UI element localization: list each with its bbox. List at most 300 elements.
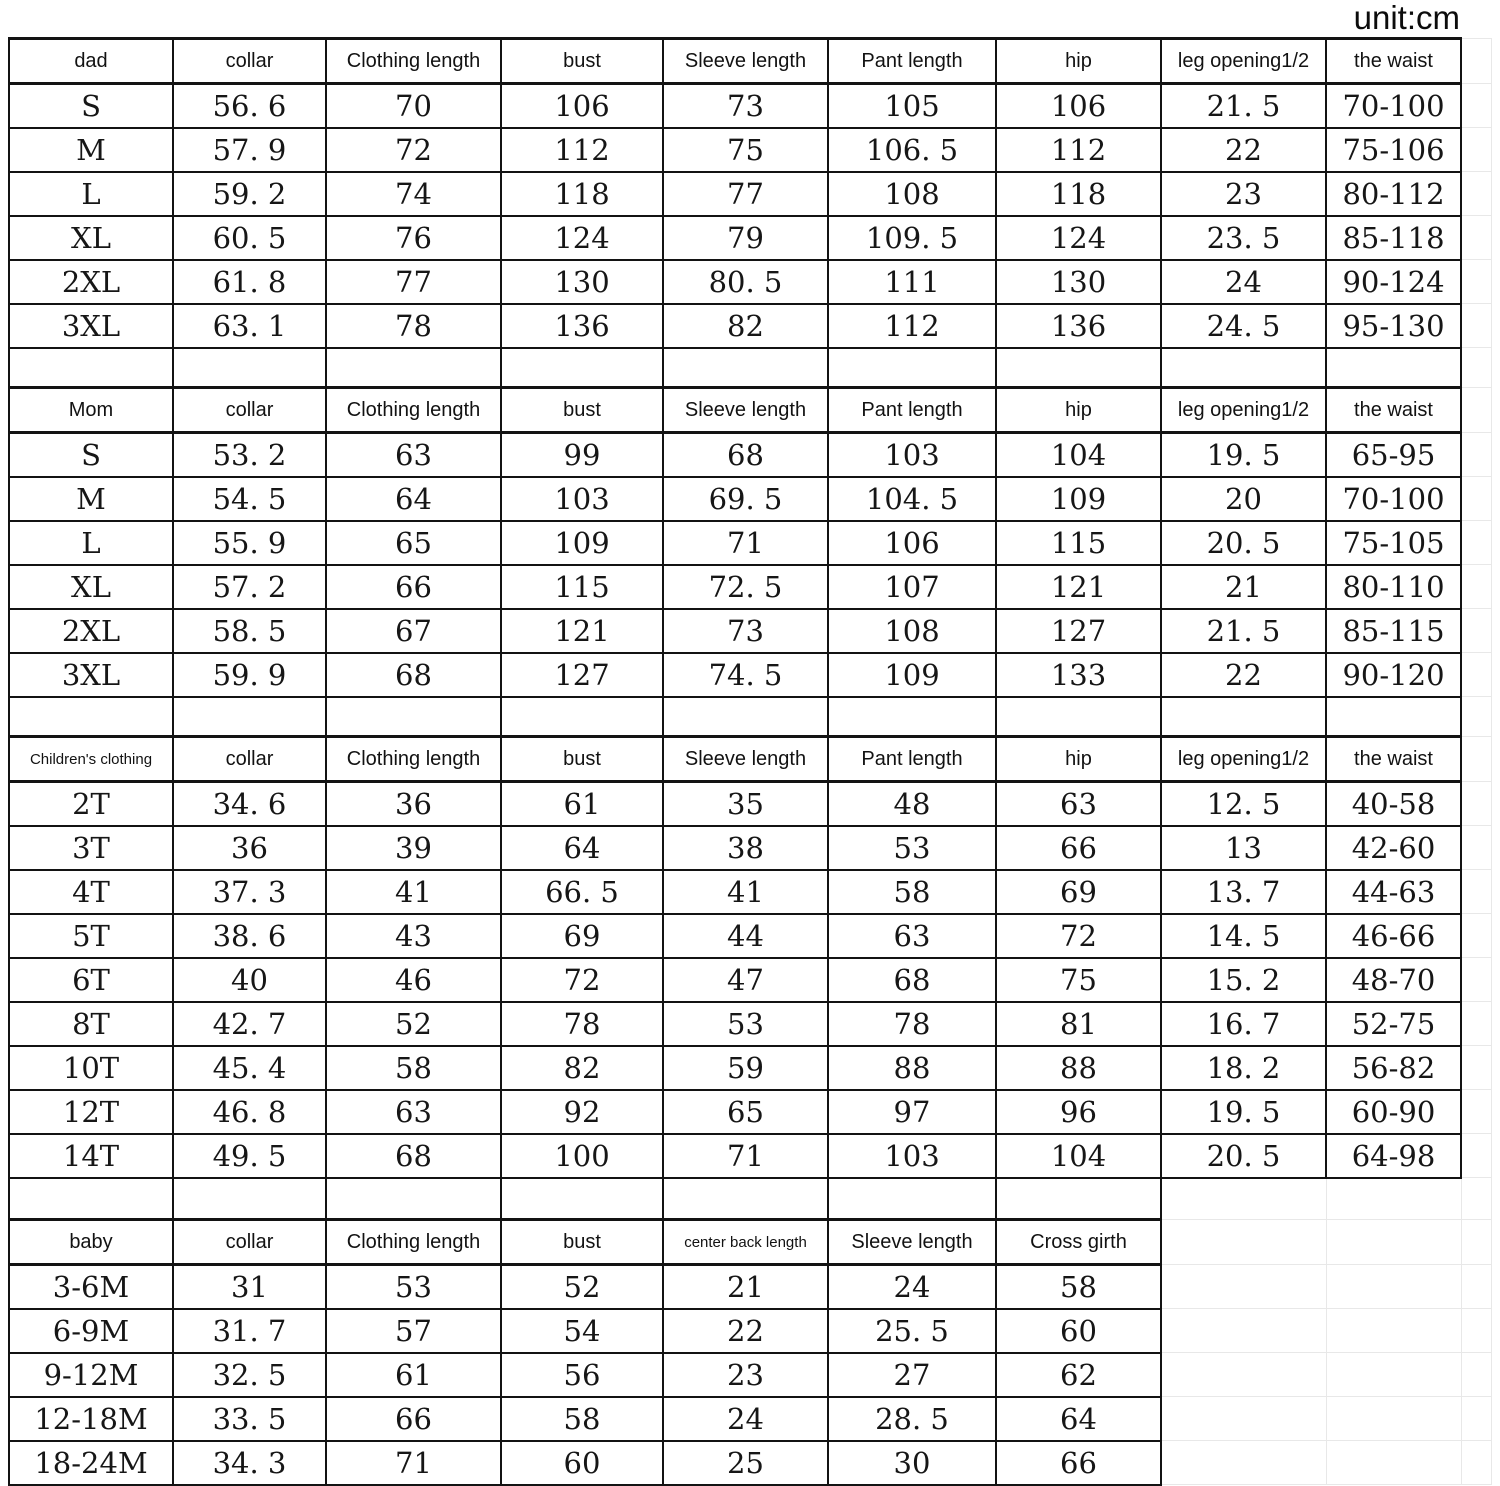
value-cell: 42. 7 xyxy=(173,1002,326,1046)
table-row xyxy=(9,1265,1491,1309)
value-cell: 133 xyxy=(996,653,1161,697)
column-header: leg opening1/2 xyxy=(1161,39,1326,84)
column-header: Pant length xyxy=(828,39,996,84)
value-cell: 65 xyxy=(326,521,501,565)
value-cell: 44 xyxy=(663,914,828,958)
section-label: Children's clothing xyxy=(9,737,173,782)
value-cell: 111 xyxy=(828,260,996,304)
value-cell: 66 xyxy=(326,1397,501,1441)
spacer-cell xyxy=(663,1178,828,1220)
value-cell: 59 xyxy=(663,1046,828,1090)
value-cell: 127 xyxy=(501,653,663,697)
section-header-row xyxy=(9,737,1491,782)
value-cell: 74. 5 xyxy=(663,653,828,697)
value-cell: 136 xyxy=(996,304,1161,348)
size-cell: 14T xyxy=(9,1134,173,1178)
ghost-cell xyxy=(1461,39,1491,84)
size-cell: XL xyxy=(9,216,173,260)
value-cell: 68 xyxy=(663,433,828,477)
value-cell: 106. 5 xyxy=(828,128,996,172)
value-cell: 18. 2 xyxy=(1161,1046,1326,1090)
column-header: collar xyxy=(173,39,326,84)
value-cell: 69. 5 xyxy=(663,477,828,521)
column-header: center back length xyxy=(663,1220,828,1265)
value-cell: 65-95 xyxy=(1326,433,1461,477)
table-row xyxy=(9,1002,1491,1046)
size-cell: M xyxy=(9,477,173,521)
value-cell: 63 xyxy=(326,1090,501,1134)
value-cell: 124 xyxy=(501,216,663,260)
value-cell: 63. 1 xyxy=(173,304,326,348)
value-cell: 57. 9 xyxy=(173,128,326,172)
value-cell: 41 xyxy=(663,870,828,914)
value-cell: 20. 5 xyxy=(1161,521,1326,565)
size-cell: 5T xyxy=(9,914,173,958)
value-cell: 13. 7 xyxy=(1161,870,1326,914)
ghost-cell xyxy=(1461,1220,1491,1265)
value-cell: 24. 5 xyxy=(1161,304,1326,348)
value-cell: 48-70 xyxy=(1326,958,1461,1002)
value-cell: 16. 7 xyxy=(1161,1002,1326,1046)
size-cell: 12-18M xyxy=(9,1397,173,1441)
ghost-cell xyxy=(1326,1220,1461,1265)
value-cell: 59. 2 xyxy=(173,172,326,216)
value-cell: 112 xyxy=(501,128,663,172)
ghost-cell xyxy=(1461,782,1491,826)
value-cell: 58. 5 xyxy=(173,609,326,653)
size-cell: L xyxy=(9,521,173,565)
value-cell: 58 xyxy=(326,1046,501,1090)
ghost-cell xyxy=(1161,1397,1326,1441)
value-cell: 37. 3 xyxy=(173,870,326,914)
size-cell: 3-6M xyxy=(9,1265,173,1309)
value-cell: 52 xyxy=(501,1265,663,1309)
value-cell: 60 xyxy=(996,1309,1161,1353)
size-cell: 6-9M xyxy=(9,1309,173,1353)
column-header: leg opening1/2 xyxy=(1161,388,1326,433)
value-cell: 43 xyxy=(326,914,501,958)
value-cell: 55. 9 xyxy=(173,521,326,565)
value-cell: 64-98 xyxy=(1326,1134,1461,1178)
ghost-cell xyxy=(1461,1178,1491,1220)
column-header: Clothing length xyxy=(326,1220,501,1265)
spacer-cell xyxy=(996,697,1161,737)
spacer-cell xyxy=(1161,348,1326,388)
value-cell: 104. 5 xyxy=(828,477,996,521)
value-cell: 76 xyxy=(326,216,501,260)
table-row xyxy=(9,1046,1491,1090)
value-cell: 22 xyxy=(1161,653,1326,697)
value-cell: 22 xyxy=(663,1309,828,1353)
value-cell: 118 xyxy=(501,172,663,216)
size-cell: 18-24M xyxy=(9,1441,173,1485)
ghost-cell xyxy=(1461,870,1491,914)
value-cell: 25. 5 xyxy=(828,1309,996,1353)
ghost-cell xyxy=(1461,958,1491,1002)
size-cell: 12T xyxy=(9,1090,173,1134)
value-cell: 108 xyxy=(828,172,996,216)
table-row xyxy=(9,826,1491,870)
value-cell: 73 xyxy=(663,609,828,653)
spacer-row xyxy=(9,697,1491,737)
spacer-row xyxy=(9,348,1491,388)
spacer-cell xyxy=(326,1178,501,1220)
value-cell: 65 xyxy=(663,1090,828,1134)
value-cell: 46-66 xyxy=(1326,914,1461,958)
value-cell: 34. 3 xyxy=(173,1441,326,1485)
value-cell: 52 xyxy=(326,1002,501,1046)
ghost-cell xyxy=(1461,477,1491,521)
ghost-cell xyxy=(1161,1220,1326,1265)
value-cell: 109. 5 xyxy=(828,216,996,260)
ghost-cell xyxy=(1461,1265,1491,1309)
value-cell: 96 xyxy=(996,1090,1161,1134)
ghost-cell xyxy=(1461,260,1491,304)
value-cell: 60. 5 xyxy=(173,216,326,260)
column-header: bust xyxy=(501,388,663,433)
ghost-cell xyxy=(1461,216,1491,260)
value-cell: 72 xyxy=(326,128,501,172)
table-row xyxy=(9,1309,1491,1353)
section-label: Mom xyxy=(9,388,173,433)
table-row xyxy=(9,782,1491,826)
table-row xyxy=(9,128,1491,172)
value-cell: 40 xyxy=(173,958,326,1002)
value-cell: 78 xyxy=(501,1002,663,1046)
value-cell: 72. 5 xyxy=(663,565,828,609)
spacer-cell xyxy=(501,1178,663,1220)
value-cell: 88 xyxy=(996,1046,1161,1090)
value-cell: 70 xyxy=(326,84,501,128)
value-cell: 41 xyxy=(326,870,501,914)
value-cell: 78 xyxy=(828,1002,996,1046)
value-cell: 58 xyxy=(828,870,996,914)
value-cell: 106 xyxy=(501,84,663,128)
value-cell: 121 xyxy=(996,565,1161,609)
value-cell: 107 xyxy=(828,565,996,609)
ghost-cell xyxy=(1326,1441,1461,1485)
value-cell: 32. 5 xyxy=(173,1353,326,1397)
size-cell: M xyxy=(9,128,173,172)
value-cell: 24 xyxy=(828,1265,996,1309)
size-cell: 2T xyxy=(9,782,173,826)
ghost-cell xyxy=(1326,1353,1461,1397)
value-cell: 100 xyxy=(501,1134,663,1178)
column-header: Sleeve length xyxy=(828,1220,996,1265)
value-cell: 68 xyxy=(828,958,996,1002)
size-cell: 3XL xyxy=(9,304,173,348)
value-cell: 92 xyxy=(501,1090,663,1134)
value-cell: 38. 6 xyxy=(173,914,326,958)
value-cell: 82 xyxy=(663,304,828,348)
value-cell: 21. 5 xyxy=(1161,84,1326,128)
value-cell: 19. 5 xyxy=(1161,433,1326,477)
value-cell: 45. 4 xyxy=(173,1046,326,1090)
value-cell: 58 xyxy=(996,1265,1161,1309)
table-row xyxy=(9,477,1491,521)
value-cell: 61 xyxy=(326,1353,501,1397)
column-header: collar xyxy=(173,737,326,782)
value-cell: 72 xyxy=(996,914,1161,958)
size-cell: S xyxy=(9,84,173,128)
table-row xyxy=(9,914,1491,958)
ghost-cell xyxy=(1461,433,1491,477)
ghost-cell xyxy=(1461,653,1491,697)
column-header: Cross girth xyxy=(996,1220,1161,1265)
size-cell: 3T xyxy=(9,826,173,870)
value-cell: 23 xyxy=(1161,172,1326,216)
ghost-cell xyxy=(1461,914,1491,958)
value-cell: 75-106 xyxy=(1326,128,1461,172)
value-cell: 103 xyxy=(828,433,996,477)
value-cell: 69 xyxy=(996,870,1161,914)
column-header: Sleeve length xyxy=(663,39,828,84)
spacer-cell xyxy=(663,348,828,388)
spacer-cell xyxy=(326,697,501,737)
table-row xyxy=(9,870,1491,914)
column-header: collar xyxy=(173,388,326,433)
unit-label: unit:cm xyxy=(1353,0,1460,36)
ghost-cell xyxy=(1461,304,1491,348)
value-cell: 53. 2 xyxy=(173,433,326,477)
value-cell: 61. 8 xyxy=(173,260,326,304)
column-header: leg opening1/2 xyxy=(1161,737,1326,782)
value-cell: 62 xyxy=(996,1353,1161,1397)
value-cell: 15. 2 xyxy=(1161,958,1326,1002)
value-cell: 23 xyxy=(663,1353,828,1397)
ghost-cell xyxy=(1461,826,1491,870)
column-header: hip xyxy=(996,39,1161,84)
table-row xyxy=(9,958,1491,1002)
value-cell: 68 xyxy=(326,653,501,697)
size-cell: S xyxy=(9,433,173,477)
value-cell: 66 xyxy=(996,1441,1161,1485)
spacer-cell xyxy=(501,697,663,737)
value-cell: 19. 5 xyxy=(1161,1090,1326,1134)
ghost-cell xyxy=(1461,1353,1491,1397)
value-cell: 21. 5 xyxy=(1161,609,1326,653)
size-cell: 10T xyxy=(9,1046,173,1090)
value-cell: 31 xyxy=(173,1265,326,1309)
value-cell: 36 xyxy=(173,826,326,870)
value-cell: 57. 2 xyxy=(173,565,326,609)
column-header: bust xyxy=(501,39,663,84)
value-cell: 20. 5 xyxy=(1161,1134,1326,1178)
table-row xyxy=(9,1441,1491,1485)
ghost-cell xyxy=(1461,1134,1491,1178)
value-cell: 127 xyxy=(996,609,1161,653)
value-cell: 74 xyxy=(326,172,501,216)
value-cell: 99 xyxy=(501,433,663,477)
value-cell: 22 xyxy=(1161,128,1326,172)
column-header: bust xyxy=(501,737,663,782)
ghost-cell xyxy=(1461,348,1491,388)
column-header: the waist xyxy=(1326,388,1461,433)
value-cell: 13 xyxy=(1161,826,1326,870)
value-cell: 20 xyxy=(1161,477,1326,521)
ghost-cell xyxy=(1326,1178,1461,1220)
value-cell: 115 xyxy=(501,565,663,609)
value-cell: 115 xyxy=(996,521,1161,565)
value-cell: 64 xyxy=(501,826,663,870)
size-cell: 9-12M xyxy=(9,1353,173,1397)
size-cell: 2XL xyxy=(9,260,173,304)
value-cell: 34. 6 xyxy=(173,782,326,826)
value-cell: 28. 5 xyxy=(828,1397,996,1441)
column-header: the waist xyxy=(1326,737,1461,782)
value-cell: 44-63 xyxy=(1326,870,1461,914)
table-row xyxy=(9,260,1491,304)
section-label: dad xyxy=(9,39,173,84)
value-cell: 52-75 xyxy=(1326,1002,1461,1046)
ghost-cell xyxy=(1326,1265,1461,1309)
ghost-cell xyxy=(1461,737,1491,782)
spacer-cell xyxy=(501,348,663,388)
table-row xyxy=(9,1090,1491,1134)
value-cell: 71 xyxy=(663,521,828,565)
value-cell: 59. 9 xyxy=(173,653,326,697)
value-cell: 103 xyxy=(828,1134,996,1178)
value-cell: 30 xyxy=(828,1441,996,1485)
value-cell: 53 xyxy=(663,1002,828,1046)
value-cell: 40-58 xyxy=(1326,782,1461,826)
value-cell: 36 xyxy=(326,782,501,826)
column-header: Pant length xyxy=(828,388,996,433)
spacer-cell xyxy=(828,1178,996,1220)
value-cell: 81 xyxy=(996,1002,1161,1046)
spacer-cell xyxy=(9,348,173,388)
value-cell: 64 xyxy=(996,1397,1161,1441)
value-cell: 72 xyxy=(501,958,663,1002)
value-cell: 75-105 xyxy=(1326,521,1461,565)
column-header: hip xyxy=(996,388,1161,433)
value-cell: 60-90 xyxy=(1326,1090,1461,1134)
value-cell: 71 xyxy=(326,1441,501,1485)
value-cell: 97 xyxy=(828,1090,996,1134)
size-cell: 8T xyxy=(9,1002,173,1046)
size-cell: 6T xyxy=(9,958,173,1002)
value-cell: 104 xyxy=(996,433,1161,477)
value-cell: 106 xyxy=(828,521,996,565)
table-row xyxy=(9,653,1491,697)
spacer-row xyxy=(9,1178,1491,1220)
spacer-cell xyxy=(9,1178,173,1220)
ghost-cell xyxy=(1461,1046,1491,1090)
table-row xyxy=(9,521,1491,565)
value-cell: 60 xyxy=(501,1441,663,1485)
table-row xyxy=(9,433,1491,477)
spacer-cell xyxy=(996,348,1161,388)
ghost-cell xyxy=(1326,1397,1461,1441)
ghost-cell xyxy=(1326,1309,1461,1353)
value-cell: 53 xyxy=(326,1265,501,1309)
table-row xyxy=(9,304,1491,348)
value-cell: 56-82 xyxy=(1326,1046,1461,1090)
table-row xyxy=(9,1134,1491,1178)
table-row xyxy=(9,172,1491,216)
column-header: Sleeve length xyxy=(663,737,828,782)
value-cell: 66. 5 xyxy=(501,870,663,914)
value-cell: 21 xyxy=(1161,565,1326,609)
value-cell: 112 xyxy=(828,304,996,348)
value-cell: 85-115 xyxy=(1326,609,1461,653)
value-cell: 56. 6 xyxy=(173,84,326,128)
ghost-cell xyxy=(1461,1309,1491,1353)
value-cell: 80-112 xyxy=(1326,172,1461,216)
value-cell: 24 xyxy=(663,1397,828,1441)
value-cell: 73 xyxy=(663,84,828,128)
spacer-cell xyxy=(828,348,996,388)
ghost-cell xyxy=(1461,521,1491,565)
value-cell: 82 xyxy=(501,1046,663,1090)
ghost-cell xyxy=(1461,172,1491,216)
value-cell: 109 xyxy=(828,653,996,697)
value-cell: 46 xyxy=(326,958,501,1002)
column-header: bust xyxy=(501,1220,663,1265)
value-cell: 63 xyxy=(828,914,996,958)
value-cell: 104 xyxy=(996,1134,1161,1178)
value-cell: 70-100 xyxy=(1326,477,1461,521)
value-cell: 47 xyxy=(663,958,828,1002)
value-cell: 71 xyxy=(663,1134,828,1178)
column-header: Sleeve length xyxy=(663,388,828,433)
value-cell: 109 xyxy=(501,521,663,565)
value-cell: 69 xyxy=(501,914,663,958)
value-cell: 27 xyxy=(828,1353,996,1397)
table-row xyxy=(9,1397,1491,1441)
size-chart-body xyxy=(9,39,1491,1485)
value-cell: 75 xyxy=(663,128,828,172)
spacer-cell xyxy=(326,348,501,388)
value-cell: 12. 5 xyxy=(1161,782,1326,826)
value-cell: 77 xyxy=(663,172,828,216)
value-cell: 85-118 xyxy=(1326,216,1461,260)
value-cell: 109 xyxy=(996,477,1161,521)
value-cell: 38 xyxy=(663,826,828,870)
value-cell: 130 xyxy=(996,260,1161,304)
value-cell: 42-60 xyxy=(1326,826,1461,870)
value-cell: 23. 5 xyxy=(1161,216,1326,260)
value-cell: 24 xyxy=(1161,260,1326,304)
spacer-cell xyxy=(1326,348,1461,388)
section-header-row xyxy=(9,1220,1491,1265)
size-cell: XL xyxy=(9,565,173,609)
size-cell: 2XL xyxy=(9,609,173,653)
ghost-cell xyxy=(1461,1441,1491,1485)
value-cell: 80. 5 xyxy=(663,260,828,304)
spacer-cell xyxy=(828,697,996,737)
value-cell: 63 xyxy=(996,782,1161,826)
column-header: hip xyxy=(996,737,1161,782)
value-cell: 57 xyxy=(326,1309,501,1353)
value-cell: 88 xyxy=(828,1046,996,1090)
value-cell: 66 xyxy=(996,826,1161,870)
size-cell: L xyxy=(9,172,173,216)
value-cell: 90-124 xyxy=(1326,260,1461,304)
value-cell: 90-120 xyxy=(1326,653,1461,697)
value-cell: 79 xyxy=(663,216,828,260)
value-cell: 39 xyxy=(326,826,501,870)
value-cell: 112 xyxy=(996,128,1161,172)
value-cell: 53 xyxy=(828,826,996,870)
value-cell: 130 xyxy=(501,260,663,304)
ghost-cell xyxy=(1161,1441,1326,1485)
ghost-cell xyxy=(1461,565,1491,609)
section-label: baby xyxy=(9,1220,173,1265)
value-cell: 33. 5 xyxy=(173,1397,326,1441)
section-header-row xyxy=(9,39,1491,84)
ghost-cell xyxy=(1461,84,1491,128)
